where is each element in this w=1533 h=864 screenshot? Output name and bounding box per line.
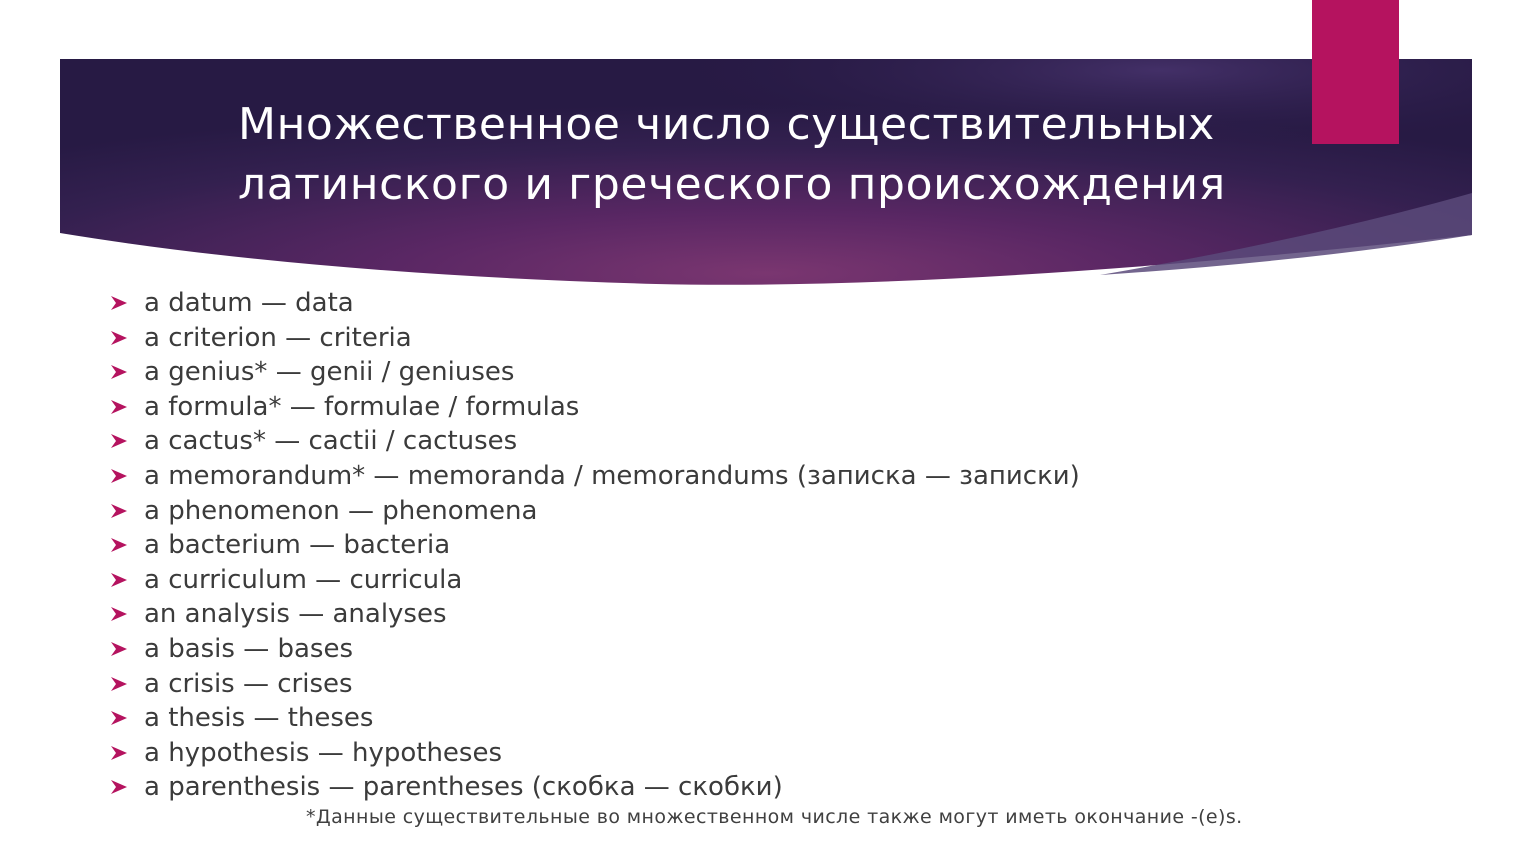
list-item-text: a memorandum* — memoranda / memorandums (записка — записки) xyxy=(144,460,1080,491)
arrow-bullet-icon xyxy=(108,769,132,805)
list-item-text: a hypothesis — hypotheses xyxy=(144,737,503,768)
arrow-bullet-icon xyxy=(108,562,132,598)
list-item xyxy=(108,285,1080,320)
list-item xyxy=(108,389,1080,424)
list-item xyxy=(108,735,1080,770)
list-item-text: a formula* — formulae / formulas xyxy=(144,391,580,422)
list-item-text: a basis — bases xyxy=(144,633,354,664)
arrow-bullet-icon xyxy=(108,527,132,563)
list-item xyxy=(108,527,1080,562)
slide-title xyxy=(238,95,1308,215)
list-item-text: a thesis — theses xyxy=(144,703,374,734)
arrow-bullet-icon xyxy=(108,423,132,459)
list-item xyxy=(108,666,1080,701)
list-item-text: a criterion — criteria xyxy=(144,322,412,353)
arrow-bullet-icon xyxy=(108,666,132,702)
title-line-2: латинского и греческого происхождения xyxy=(238,159,1226,210)
list-item-text: a bacterium — bacteria xyxy=(144,530,451,561)
accent-bar xyxy=(1312,0,1399,144)
arrow-bullet-icon xyxy=(108,735,132,771)
list-item-text: a genius* — genii / geniuses xyxy=(144,357,515,388)
list-item xyxy=(108,631,1080,666)
list-item-text: a crisis — crises xyxy=(144,668,353,699)
list-item-text: a parenthesis — parentheses (скобка — скобки) xyxy=(144,772,783,803)
list-item-text: an analysis — analyses xyxy=(144,599,447,630)
list-item-text: a datum — data xyxy=(144,288,354,318)
arrow-bullet-icon xyxy=(108,458,132,494)
arrow-bullet-icon xyxy=(108,631,132,667)
list-item-text: a curriculum — curricula xyxy=(144,564,463,595)
list-item-text: a phenomenon — phenomena xyxy=(144,495,538,526)
list-item xyxy=(108,320,1080,355)
list-item xyxy=(108,493,1080,528)
list-item xyxy=(108,769,1080,804)
list-item xyxy=(108,562,1080,597)
list-item xyxy=(108,700,1080,735)
footnote: *Данные существительные во множественном числе также могут иметь окончание -(e)s. xyxy=(306,806,1243,828)
list-item xyxy=(108,458,1080,493)
noun-list xyxy=(108,285,1080,804)
title-line-1: Множественное число существительных xyxy=(238,99,1215,150)
arrow-bullet-icon xyxy=(108,596,132,632)
arrow-bullet-icon xyxy=(108,320,132,356)
list-item xyxy=(108,423,1080,458)
arrow-bullet-icon xyxy=(108,493,132,529)
arrow-bullet-icon xyxy=(108,700,132,736)
list-item xyxy=(108,596,1080,631)
arrow-bullet-icon xyxy=(108,354,132,390)
arrow-bullet-icon xyxy=(108,389,132,425)
list-item-text: a cactus* — cactii / cactuses xyxy=(144,426,518,457)
arrow-bullet-icon xyxy=(108,285,132,321)
list-item xyxy=(108,354,1080,389)
